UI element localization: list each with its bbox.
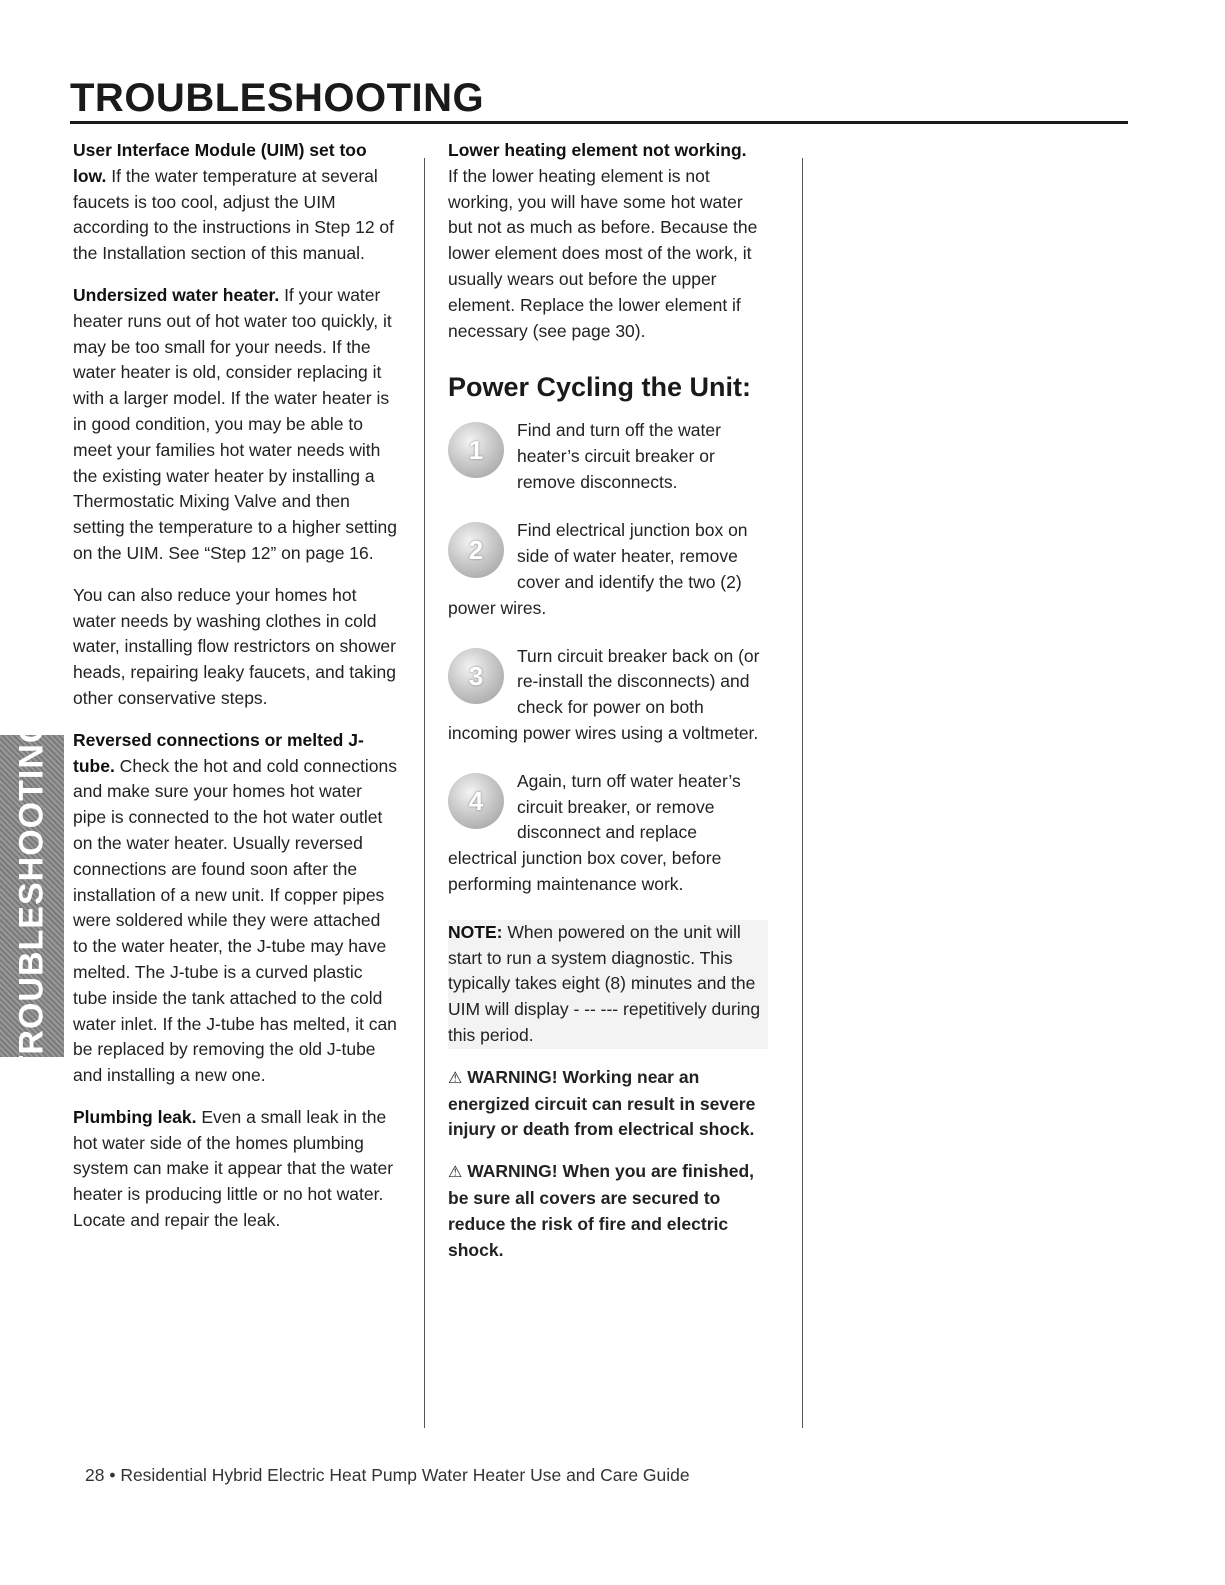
leak-heading: Plumbing leak. [73, 1106, 197, 1127]
column-divider [802, 158, 803, 1428]
step-text-continued: electrical junction box cover, before performing maintenance work. [448, 848, 722, 894]
step-3 [448, 644, 768, 747]
uim-heading: User Interface Module (UIM) set too low. [73, 140, 367, 186]
warning-icon: ⚠ [448, 1164, 463, 1182]
step-text: Find and turn off the water heater’s circuit breaker or remove disconnects. [517, 420, 721, 492]
uim-body: If the water temperature at several faucets is too cool, adjust the UIM according to the instructions in Step 12 of the Installation section of this manual. [73, 165, 395, 264]
reduce-paragraph: You can also reduce your homes hot water needs by washing clothes in cold water, installing flow restrictors on shower heads, repairing leaky faucets, and taking other conservative steps. [73, 584, 396, 708]
step-number-badge: 2 [448, 522, 504, 578]
side-tab [0, 715, 64, 1077]
undersized-heading: Undersized water heater. [73, 284, 280, 305]
step-4 [448, 769, 768, 898]
warning-energized [448, 1065, 768, 1143]
page-title: TROUBLESHOOTING [70, 76, 485, 120]
warning-icon: ⚠ [448, 1069, 463, 1087]
page-footer: 28 • Residential Hybrid Electric Heat Pump Water Heater Use and Care Guide [85, 1465, 690, 1485]
lower-element-paragraph [448, 138, 768, 344]
warning-text: WARNING! When you are finished, be sure all covers are secured to reduce the risk of fire and electric shock. [448, 1161, 755, 1260]
warning-text: WARNING! Working near an energized circuit can result in severe injury or death from electrical shock. [448, 1066, 756, 1140]
step-text-continued: incoming power wires using a voltmeter. [448, 722, 759, 743]
leak-paragraph [73, 1105, 398, 1234]
undersized-paragraph [73, 283, 398, 567]
left-column [73, 138, 398, 1250]
undersized-body: If your water heater runs out of hot water too quickly, it may be too small for your needs. If the water heater is old, consider replacing it with a larger model. If the water heater is in good condition, you may be able to meet your families hot water needs with the existing water heater by installing a Thermostatic Mixing Valve and then setting the temperature to a higher setting on the UIM. See “Step 12” on page 16. [73, 284, 397, 563]
step-number-badge: 4 [448, 773, 504, 829]
middle-column [448, 138, 768, 1279]
reversed-heading: Reversed connections or melted J-tube. [73, 729, 364, 776]
leak-body: Even a small leak in the hot water side of the homes plumbing system can make it appear that the water heater is producing little or no hot water. Locate and repair the leak. [73, 1106, 394, 1231]
step-number-badge: 1 [448, 422, 504, 478]
lower-element-body: If the lower heating element is not working, you will have some hot water but not as much as before. Because the lower element does most of the work, it usually wears out before the upper element. Replace the lower element if necessary (see page 30). [448, 165, 758, 341]
step-text-continued: power wires. [448, 597, 547, 618]
note-body: When powered on the unit will start to run a system diagnostic. This typically takes eight (8) minutes and the UIM will display - -- --- repetitively during this period. [448, 921, 761, 1045]
column-divider [424, 158, 425, 1428]
step-number-badge: 3 [448, 648, 504, 704]
power-cycling-title: Power Cycling the Unit: [448, 372, 752, 403]
step-1 [448, 418, 768, 496]
step-text: Turn circuit breaker back on (or re-install the disconnects) and check for power on both [517, 645, 760, 718]
warning-covers [448, 1159, 768, 1263]
note-paragraph [448, 920, 768, 1049]
uim-paragraph [73, 138, 398, 267]
side-tab-label: TROUBLESHOOTING [12, 715, 51, 1077]
step-text: Again, turn off water heater’s circuit breaker, or remove disconnect and replace [517, 770, 741, 843]
reversed-body: Check the hot and cold connections and make sure your homes hot water pipe is connected to the hot water outlet on the water heater. Usually reversed connections are found soon after the installation of a new unit. If copper pipes were soldered while they were attached to the water heater, the J-tube may have melted. The J-tube is a curved plastic tube inside the tank attached to the cold water inlet. If the J-tube has melted, it can be replaced by removing the old J-tube and installing a new one. [73, 755, 397, 1086]
step-2 [448, 518, 768, 621]
step-text: Find electrical junction box on side of water heater, remove cover and identify the two (2) [517, 520, 748, 592]
reversed-paragraph [73, 728, 398, 1089]
title-rule [70, 121, 1128, 124]
lower-element-heading: Lower heating element not working. [448, 140, 747, 160]
note-label: NOTE: [448, 921, 503, 942]
